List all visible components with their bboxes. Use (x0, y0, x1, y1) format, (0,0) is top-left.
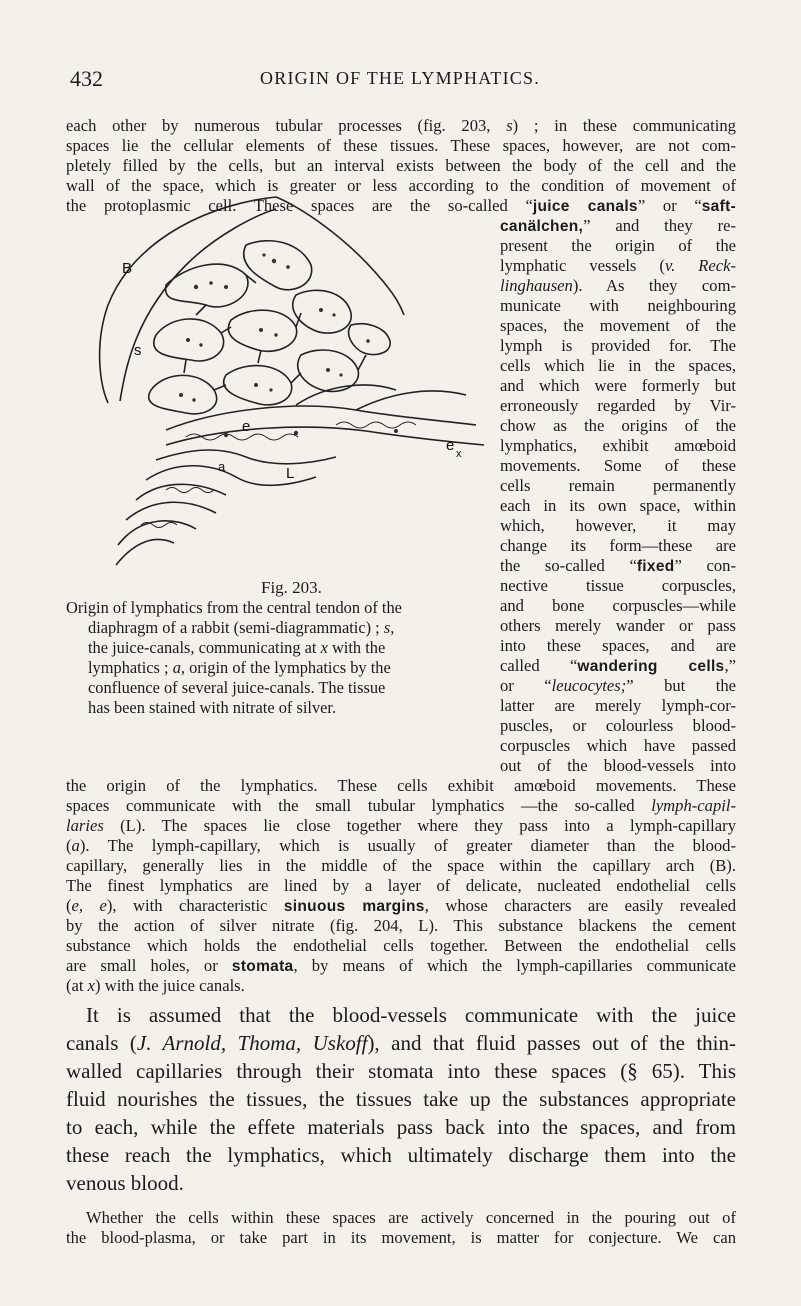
text-line: It is assumed that the blood-vessels communicate with the juice (86, 1003, 736, 1027)
label-x: x (456, 448, 462, 460)
text-line: (e, e), with characteristic sinuous margins, whose characters are easily revealed (66, 896, 736, 915)
text-line: lymph is provided for. The (500, 336, 736, 355)
text-line: the blood-plasma, or take part in its movement, is matter for conjecture. We can (66, 1228, 736, 1247)
text-line: others merely wander or pass (500, 616, 736, 635)
text-line: movements. Some of these (500, 456, 736, 475)
text-line: cells remain permanently (500, 476, 736, 495)
figure-caption: has been stained with nitrate of silver. (88, 698, 337, 717)
text-line: lymphatic vessels (v. Reck- (500, 256, 736, 275)
text-line: and bone corpuscles—while (500, 596, 736, 615)
text-line: the so-called “fixed” con- (500, 556, 737, 575)
text-line: lymphatics, exhibit amœboid (500, 436, 736, 455)
figure-caption: diaphragm of a rabbit (semi-diagrammatic) ; s, (88, 618, 395, 637)
text-line: linghausen). As they com- (500, 276, 736, 295)
text-line: out of the blood-vessels into (500, 756, 736, 775)
text-line: municate with neighbouring (500, 296, 736, 315)
text-line: corpuscles which have passed (500, 736, 736, 755)
text-line: the protoplasmic cell. These spaces are the so-called “juice canals” or “saft- (66, 196, 736, 215)
text-line: each other by numerous tubular processes (fig. 203, s) ; in these communicating (66, 116, 736, 135)
text-line: by the action of silver nitrate (fig. 204, L). This substance blackens the cement (66, 916, 736, 935)
running-title: ORIGIN OF THE LYMPHATICS. (260, 68, 540, 88)
text-line: canals (J. Arnold, Thoma, Uskoff), and that fluid passes out of the thin- (66, 1031, 736, 1055)
text-line: wall of the space, which is greater or less according to the condition of movement of (66, 176, 736, 195)
text-line: spaces lie the cellular elements of these tissues. These spaces, however, are not com- (66, 136, 736, 155)
label-a: a (218, 459, 226, 474)
label-e-left: e (242, 418, 251, 435)
text-line: fluid nourishes the tissues, the tissues take up the substances appropriate (66, 1087, 736, 1111)
text-line: change its form—these are (500, 536, 736, 555)
text-line: or “leucocytes;” but the (500, 676, 736, 695)
figure-number: Fig. 203. (261, 578, 322, 597)
text-line: nective tissue corpuscles, (500, 576, 736, 595)
text-line: Whether the cells within these spaces are actively concerned in the pouring out of (86, 1208, 736, 1227)
text-line: venous blood. (66, 1171, 184, 1195)
figure-caption: lymphatics ; a, origin of the lymphatics by the (88, 658, 391, 677)
text-line: and which were formerly but (500, 376, 736, 395)
text-line: into these spaces, and are (500, 636, 736, 655)
text-line: present the origin of the (500, 236, 736, 255)
figure-caption: confluence of several juice-canals. The tissue (88, 678, 386, 697)
text-line: which, however, it may (500, 516, 736, 535)
text-line: cells which lie in the spaces, (500, 356, 736, 375)
text-line: to each, while the effete materials pass back into the spaces, and from (66, 1115, 736, 1139)
text-line: substance which holds the endothelial cells together. Between the endothelial cells (66, 936, 736, 955)
text-line: latter are merely lymph-cor- (500, 696, 736, 715)
text-line: pletely filled by the cells, but an interval exists between the body of the cell and the (66, 156, 736, 175)
label-L: L (286, 465, 295, 482)
text-line: laries (L). The spaces lie close together where they pass into a lymph-capillary (66, 816, 736, 835)
text-line: The finest lymphatics are lined by a layer of delicate, nucleated endothelial cells (66, 876, 736, 895)
text-line: these reach the lymphatics, which ultimately discharge them into the (66, 1143, 736, 1167)
figure-caption: the juice-canals, communicating at x with the (88, 638, 386, 657)
text-line: puscles, or colourless blood- (500, 716, 736, 735)
text-line: spaces communicate with the small tubular lymphatics —the so-called lymph-capil- (66, 796, 736, 815)
text-line: called “wandering cells,” (500, 656, 736, 675)
text-line: erroneously regarded by Vir- (500, 396, 736, 415)
text-line: are small holes, or stomata, by means of which the lymph-capillaries communicate (66, 956, 736, 975)
label-s: s (134, 342, 142, 359)
text-line: spaces, the movement of the (500, 316, 736, 335)
figure-caption: Origin of lymphatics from the central tendon of the (66, 598, 402, 617)
text-line: canälchen,” and they re- (500, 216, 736, 235)
page-header (70, 66, 730, 90)
page-number: 432 (70, 66, 103, 91)
text-line: the origin of the lymphatics. These cells exhibit amœboid movements. These (66, 776, 736, 795)
text-line: chow as the origins of the (500, 416, 736, 435)
text-line: (a). The lymph-capillary, which is usually of greater diameter than the blood- (66, 836, 736, 855)
figure-203-illustration (96, 195, 496, 580)
text-line: walled capillaries through their stomata into these spaces (§ 65). This (66, 1059, 736, 1083)
text-line: each in its own space, within (500, 496, 736, 515)
text-line: (at x) with the juice canals. (66, 976, 245, 995)
text-line: capillary, generally lies in the middle of the space within the capillary arch (B). (66, 856, 736, 875)
label-e-right: e (446, 437, 455, 454)
label-B: B (122, 260, 133, 277)
